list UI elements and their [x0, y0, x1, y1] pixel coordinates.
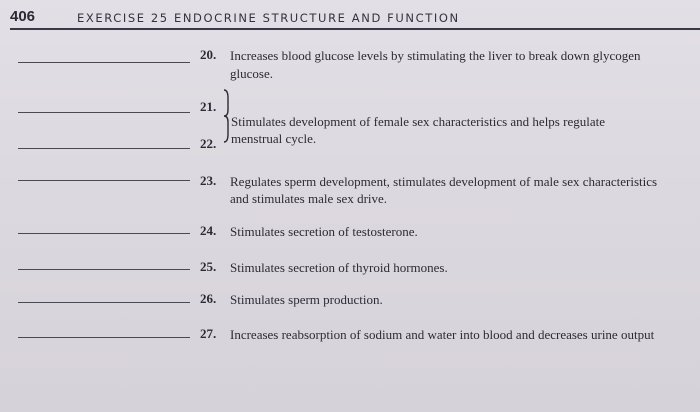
- question-24-text: Stimulates secretion of testosterone.: [230, 224, 418, 239]
- answer-blank-22[interactable]: [18, 148, 190, 149]
- question-20-line-1: Increases blood glucose levels by stimulating the liver to break down glycogen: [230, 48, 641, 63]
- answer-blank-23[interactable]: [18, 180, 190, 181]
- answer-blank-20[interactable]: [18, 62, 190, 63]
- page-number: 406: [10, 8, 36, 25]
- exercise-title: EXERCISE 25 ENDOCRINE STRUCTURE AND FUNCTION: [77, 11, 460, 25]
- page-header: [10, 6, 700, 30]
- answer-blank-21[interactable]: [18, 112, 190, 113]
- question-25-text: Stimulates secretion of thyroid hormones.: [230, 260, 448, 275]
- question-number-20: 20.: [200, 47, 217, 62]
- question-number-25: 25.: [200, 259, 217, 274]
- answer-blank-27[interactable]: [18, 337, 190, 338]
- bracket-brace: [222, 88, 230, 144]
- question-23-line-2: and stimulates male sex drive.: [230, 191, 388, 206]
- answer-blank-26[interactable]: [18, 302, 190, 303]
- question-number-24: 24.: [200, 223, 217, 238]
- question-26-text: Stimulates sperm production.: [230, 292, 383, 307]
- question-20-line-2: glucose.: [230, 66, 273, 81]
- question-number-26: 26.: [200, 291, 217, 306]
- answer-blank-25[interactable]: [18, 269, 190, 270]
- question-number-27: 27.: [200, 326, 217, 341]
- question-21-22-line-2: menstrual cycle.: [231, 131, 317, 146]
- question-27-text: Increases reabsorption of sodium and water into blood and decreases urine output: [230, 327, 655, 342]
- answer-blank-24[interactable]: [18, 233, 190, 234]
- question-number-21: 21.: [200, 99, 217, 114]
- question-number-23: 23.: [200, 173, 217, 188]
- question-23-line-1: Regulates sperm development, stimulates development of male sex characteristics: [230, 174, 658, 189]
- question-number-22: 22.: [200, 136, 217, 151]
- question-21-22-line-1: Stimulates development of female sex characteristics and helps regulate: [231, 114, 605, 129]
